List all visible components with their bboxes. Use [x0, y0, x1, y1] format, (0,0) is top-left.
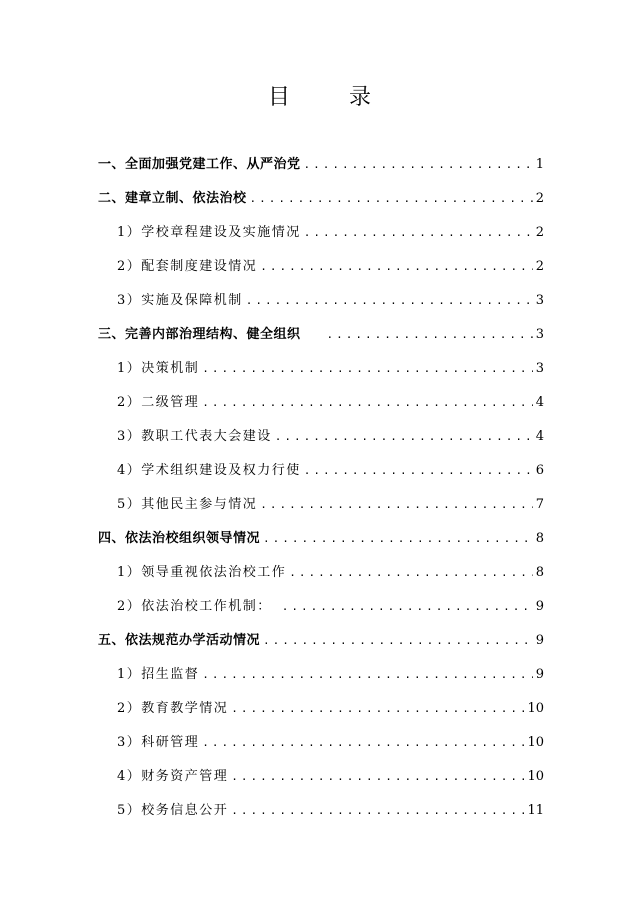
toc-entry-page: 2: [535, 191, 544, 206]
toc-entry-label: 4）学术组织建设及权力行使: [117, 463, 301, 478]
toc-entry-label: 2）配套制度建设情况: [117, 259, 258, 274]
toc-leader-dots: [263, 632, 533, 650]
toc-entry-page: 9: [535, 599, 544, 614]
toc-entry[interactable]: [98, 530, 544, 548]
toc-leader-dots: [202, 666, 532, 684]
toc-entry-page: 8: [535, 565, 544, 580]
toc-leader-dots: [231, 768, 524, 786]
toc-entry-label: 2）依法治校工作机制：: [117, 599, 272, 614]
toc-entry-page: 3: [535, 327, 544, 342]
toc-entry-page: 3: [535, 293, 544, 308]
toc-entry-page: 10: [527, 769, 544, 784]
toc-entry[interactable]: [117, 462, 544, 480]
toc-leader-dots: [250, 190, 533, 208]
toc-entry-label: 1）招生监督: [117, 667, 200, 682]
toc-entry[interactable]: [117, 394, 544, 412]
toc-entry[interactable]: [117, 360, 544, 378]
toc-title: 目 录: [268, 85, 397, 110]
toc-entry[interactable]: [117, 768, 544, 786]
toc-entry-page: 8: [535, 531, 544, 546]
toc-leader-dots: [282, 598, 533, 616]
toc-leader-dots: [289, 564, 532, 582]
toc-entry-page: 4: [535, 429, 544, 444]
toc-entry[interactable]: [117, 734, 544, 752]
toc-entry-page: 10: [527, 701, 544, 716]
toc-entry[interactable]: [98, 156, 544, 174]
toc-leader-dots: [231, 700, 524, 718]
toc-entry-page: 2: [535, 259, 544, 274]
toc-leader-dots: [202, 394, 532, 412]
toc-entry-label: 一、全面加强党建工作、从严治党: [98, 157, 301, 172]
toc-entry-label: 3）科研管理: [117, 735, 200, 750]
toc-entry-page: 4: [535, 395, 544, 410]
toc-entry-page: 7: [535, 497, 544, 512]
toc-leader-dots: [304, 224, 533, 242]
toc-entry-label: 1）决策机制: [117, 361, 200, 376]
toc-leader-dots: [275, 428, 533, 446]
toc-entry-label: 5）其他民主参与情况: [117, 497, 258, 512]
toc-entry-page: 9: [535, 633, 544, 648]
toc-entry[interactable]: [98, 632, 544, 650]
toc-entry[interactable]: [117, 666, 544, 684]
toc-entry-label: 二、建章立制、依法治校: [98, 191, 247, 206]
toc-leader-dots: [202, 734, 524, 752]
toc-entry-page: 10: [527, 735, 544, 750]
toc-entry[interactable]: [117, 258, 544, 276]
toc-entry[interactable]: [117, 802, 544, 820]
toc-entry-label: 五、依法规范办学活动情况: [98, 633, 261, 648]
toc-entry[interactable]: [117, 428, 544, 446]
toc-leader-dots: [304, 156, 533, 174]
toc-entry-page: 9: [535, 667, 544, 682]
toc-leader-dots: [260, 496, 532, 514]
toc-entry-label: 四、依法治校组织领导情况: [98, 531, 261, 546]
toc-entry-label: 2）二级管理: [117, 395, 200, 410]
toc-entry-label: 3）教职工代表大会建设: [117, 429, 272, 444]
toc-entry-label: 5）校务信息公开: [117, 803, 229, 818]
toc-entry-label: 1）领导重视依法治校工作: [117, 565, 287, 580]
toc-leader-dots: [260, 258, 532, 276]
toc-entry[interactable]: [117, 564, 544, 582]
toc-entry[interactable]: [117, 224, 544, 242]
toc-entry[interactable]: [98, 326, 544, 344]
toc-entry[interactable]: [98, 190, 544, 208]
toc-entry-page: 6: [535, 463, 544, 478]
toc-entry-label: 2）教育教学情况: [117, 701, 229, 716]
toc-entry[interactable]: [117, 292, 544, 310]
toc-entry-label: 4）财务资产管理: [117, 769, 229, 784]
toc-leader-dots: [304, 462, 533, 480]
toc-entry-page: 11: [527, 803, 544, 818]
toc-leader-dots: [327, 326, 533, 344]
toc-entry-page: 3: [535, 361, 544, 376]
toc-entry[interactable]: [117, 598, 544, 616]
toc-entry-label: 三、完善内部治理结构、健全组织: [98, 327, 301, 342]
toc-leader-dots: [246, 292, 533, 310]
toc-entry-page: 2: [535, 225, 544, 240]
toc-leader-dots: [202, 360, 532, 378]
toc-entry-label: 3）实施及保障机制: [117, 293, 243, 308]
toc-leader-dots: [263, 530, 533, 548]
toc-entry[interactable]: [117, 700, 544, 718]
toc-entry[interactable]: [117, 496, 544, 514]
toc-entry-page: 1: [535, 157, 544, 172]
toc-entry-label: 1）学校章程建设及实施情况: [117, 225, 301, 240]
toc-leader-dots: [231, 802, 524, 820]
